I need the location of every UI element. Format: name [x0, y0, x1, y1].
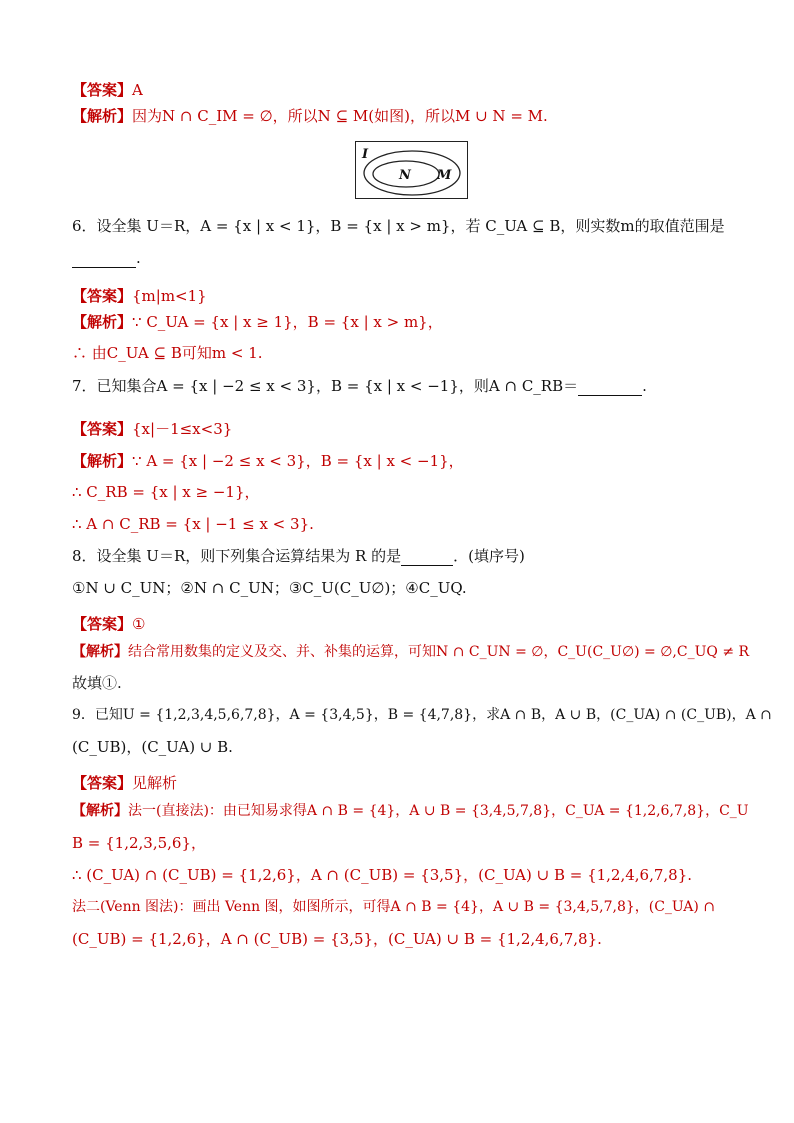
q5-analysis-line — [72, 106, 548, 126]
answer-tag: 【答案】 — [72, 81, 133, 99]
analysis-tag: 【解析】 — [72, 313, 133, 331]
answer-text: A — [132, 81, 143, 99]
answer-text: {m|m<1} — [132, 287, 207, 305]
venn-label-middle: M — [437, 168, 452, 183]
q6-answer-line — [72, 286, 207, 306]
analysis-text: 因为N ∩ C_IM = ∅，所以N ⊆ M(如图)，所以M ∪ N = M. — [132, 107, 548, 125]
q6-question-line2 — [72, 248, 141, 268]
answer-blank — [578, 395, 642, 396]
q5-answer-line — [72, 80, 143, 100]
analysis-tag: 【解析】 — [72, 803, 128, 819]
venn-label-outer: I — [362, 147, 369, 162]
q9-analysis-line2: B = {1,2,3,5,6}， — [72, 834, 207, 852]
answer-blank — [72, 267, 136, 268]
q7-answer-line — [72, 419, 232, 439]
answer-text: 见解析 — [132, 774, 178, 792]
question-text: 8．设全集 U＝R，则下列集合运算结果为 R 的是 — [72, 547, 402, 565]
q9-question-line2: (C_UB)，(C_UA) ∪ B. — [72, 738, 233, 756]
question-end: . — [642, 377, 647, 395]
venn-svg — [356, 142, 469, 200]
answer-tag: 【答案】 — [72, 287, 133, 305]
q9-analysis-line5: (C_UB) = {1,2,6}，A ∩ (C_UB) = {3,5}，(C_UA) ∪ B = {1,2,4,6,7,8}. — [72, 930, 602, 948]
q9-answer-line — [72, 773, 177, 793]
q8-options-line: ①N ∪ C_UN；②N ∩ C_UN；③C_U(C_U∅)；④C_UQ. — [72, 579, 467, 597]
answer-text: ① — [132, 615, 146, 633]
q6-question-line1 — [72, 216, 725, 236]
question-text: 7．已知集合A = {x | −2 ≤ x < 3}，B = {x | x < −1}，则A ∩ C_RB＝ — [72, 377, 579, 395]
analysis-tag: 【解析】 — [72, 107, 133, 125]
analysis-tag: 【解析】 — [72, 452, 133, 470]
q6-analysis-line2: ∴ 由C_UA ⊆ B可知m < 1. — [72, 344, 263, 362]
analysis-tag: 【解析】 — [72, 644, 128, 660]
q8-analysis-line2: 故填①. — [72, 674, 122, 692]
q7-question-line — [72, 376, 647, 396]
venn-diagram — [355, 141, 468, 199]
analysis-text: 结合常用数集的定义及交、并、补集的运算，可知N ∩ C_UN = ∅，C_U(C_U∅) = ∅,C_UQ ≠ R — [128, 644, 750, 660]
q7-analysis-line3: ∴ A ∩ C_RB = {x | −1 ≤ x < 3}. — [72, 515, 314, 533]
question-end: ．(填序号) — [453, 547, 525, 565]
q9-analysis-line1 — [72, 801, 749, 821]
answer-tag: 【答案】 — [72, 420, 133, 438]
question-text: 6．设全集 U＝R，A = {x | x < 1}，B = {x | x > m}，若 C_UA ⊆ B，则实数m的取值范围是 — [72, 217, 725, 235]
question-end: . — [136, 249, 141, 267]
q7-analysis-line2: ∴ C_RB = {x | x ≥ −1}， — [72, 483, 260, 501]
venn-label-inner: N — [399, 168, 411, 183]
analysis-text: 法一(直接法)：由已知易求得A ∩ B = {4}，A ∪ B = {3,4,5,7,8}，C_UA = {1,2,6,7,8}，C_U — [128, 803, 749, 819]
q8-analysis-line1 — [72, 642, 749, 662]
analysis-text: ∵ C_UA = {x | x ≥ 1}，B = {x | x > m}， — [132, 313, 443, 331]
q7-analysis-line1 — [72, 451, 464, 471]
q8-question-line — [72, 546, 525, 566]
answer-text: {x|－1≤x<3} — [132, 420, 233, 438]
q9-analysis-line4: 法二(Venn 图法)：画出 Venn 图，如图所示，可得A ∩ B = {4}，A ∪ B = {3,4,5,7,8}，(C_UA) ∩ — [72, 899, 716, 915]
q6-analysis-line1 — [72, 312, 443, 332]
answer-tag: 【答案】 — [72, 774, 133, 792]
answer-tag: 【答案】 — [72, 615, 133, 633]
analysis-text: ∵ A = {x | −2 ≤ x < 3}，B = {x | x < −1}， — [132, 452, 464, 470]
answer-blank — [401, 565, 453, 566]
q9-analysis-line3: ∴ (C_UA) ∩ (C_UB) = {1,2,6}，A ∩ (C_UB) = {3,5}，(C_UA) ∪ B = {1,2,4,6,7,8}. — [72, 866, 693, 884]
q9-question-line1: 9．已知U = {1,2,3,4,5,6,7,8}，A = {3,4,5}，B = {4,7,8}，求A ∩ B，A ∪ B，(C_UA) ∩ (C_UB)，A ∩ — [72, 707, 772, 723]
q8-answer-line — [72, 614, 145, 634]
